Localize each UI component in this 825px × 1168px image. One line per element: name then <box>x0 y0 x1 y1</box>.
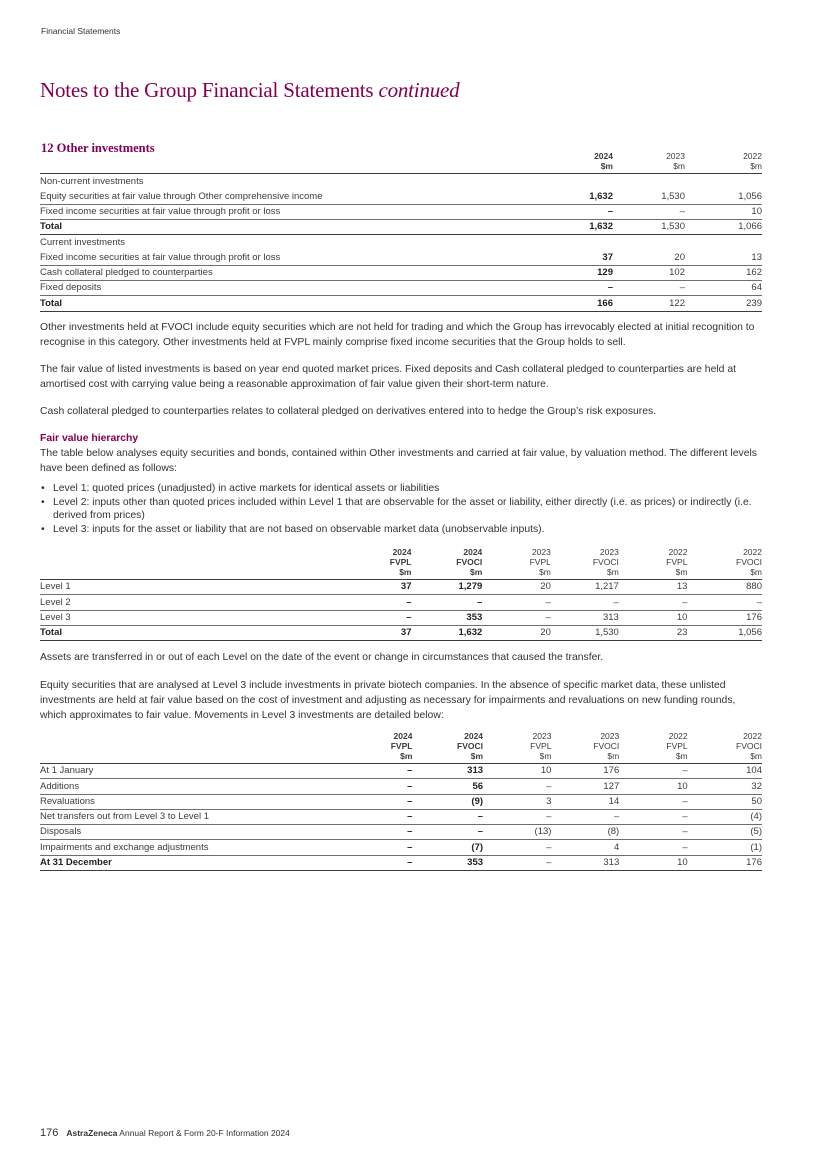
table-row <box>40 204 762 219</box>
list-item: • Level 3: inputs for the asset or liability that are not based on observable market data (unobservable inputs). <box>40 523 764 537</box>
row-label: Total <box>40 219 510 234</box>
cell-value: 56 <box>412 779 483 794</box>
cell-value: 176 <box>688 855 762 870</box>
cell-value: 104 <box>688 764 762 779</box>
cell-value: 64 <box>685 281 762 296</box>
col-2023-fvoci: 2023 FVOCI $m <box>551 731 619 764</box>
col-2022-fvoci: 2022 FVOCI $m <box>687 547 762 580</box>
col-2022-fvpl: 2022 FVPL $m <box>619 547 688 580</box>
col-2022-fvpl: 2022 FVPL $m <box>619 731 687 764</box>
cell-value: 313 <box>551 610 619 625</box>
cell-value: 37 <box>307 625 411 640</box>
cell-value: (13) <box>483 825 551 840</box>
col-2024-fvpl: 2024 FVPL $m <box>307 547 411 580</box>
cell-value: – <box>309 809 413 824</box>
cell-value: (4) <box>688 809 762 824</box>
cell-value: 1,066 <box>685 219 762 234</box>
cell-value: 176 <box>551 764 619 779</box>
paragraph-fair-value: The fair value of listed investments is based on year end quoted market prices. Fixed deposits and Cash collateral pledged to counterparties are held at amortised cost with carrying value being a reasonable approximation of fair value given their short-term nature. <box>40 364 736 390</box>
row-label: Additions <box>40 779 309 794</box>
row-label: At 1 January <box>40 764 309 779</box>
cell-value: 166 <box>510 296 613 311</box>
col-2022-fvoci: 2022 FVOCI $m <box>688 731 762 764</box>
table-header-row <box>40 151 762 174</box>
cell-value: 102 <box>613 265 685 280</box>
cell-value: – <box>510 204 613 219</box>
page-title <box>40 78 459 103</box>
row-label: Non-current investments <box>40 175 144 187</box>
cell-value: – <box>309 840 413 855</box>
cell-value: 10 <box>619 855 687 870</box>
level3-movements-table <box>40 731 762 871</box>
row-label: Total <box>40 625 307 640</box>
fair-value-hierarchy-body <box>40 580 762 641</box>
note-heading: 12 Other investments <box>41 141 155 155</box>
cell-value <box>685 174 762 189</box>
cell-value: 10 <box>685 204 762 219</box>
cell-value: 1,632 <box>510 219 613 234</box>
cell-value: 1,279 <box>412 580 483 595</box>
fair-value-hierarchy-heading: Fair value hierarchy <box>40 433 139 444</box>
group-heading-row <box>40 174 762 189</box>
table-row <box>40 794 762 809</box>
cell-value <box>613 235 685 250</box>
row-label: Fixed deposits <box>40 281 510 296</box>
cell-value: (7) <box>412 840 483 855</box>
cell-value: 353 <box>412 855 483 870</box>
cell-value: 1,530 <box>613 219 685 234</box>
cell-value: – <box>619 809 687 824</box>
table-row <box>40 580 762 595</box>
cell-value: 32 <box>688 779 762 794</box>
total-row <box>40 855 762 870</box>
row-label: At 31 December <box>40 855 309 870</box>
cell-value: 10 <box>483 764 551 779</box>
cell-value: 1,530 <box>551 625 619 640</box>
col-2024: 2024 $m <box>510 151 613 174</box>
cell-value: – <box>482 610 551 625</box>
paragraph-level3: Equity securities that are analysed at Level 3 include investments in private biotech companies. In the absence of specific market data, these unlisted investments are held at fair value based on the cost of investment and adjusting as necessary for impairments and revaluations on new funding rounds, which approximates to fair value. Movements in Level 3 investments are detailed below: <box>40 680 736 721</box>
cell-value: – <box>482 595 551 610</box>
col-2023: 2023 $m <box>613 151 685 174</box>
cell-value: 20 <box>482 580 551 595</box>
cell-value: 313 <box>412 764 483 779</box>
cell-value: 23 <box>619 625 688 640</box>
col-2023-fvpl: 2023 FVPL $m <box>482 547 551 580</box>
cell-value <box>510 174 613 189</box>
cell-value: (9) <box>412 794 483 809</box>
cell-value: 13 <box>685 250 762 265</box>
row-label: Revaluations <box>40 794 309 809</box>
cell-value: 176 <box>687 610 762 625</box>
col-2024-fvoci: 2024 FVOCI $m <box>412 731 483 764</box>
cell-value: 10 <box>619 610 688 625</box>
table-header-row <box>40 547 762 580</box>
running-header: Financial Statements <box>41 26 121 36</box>
row-label: Net transfers out from Level 3 to Level 1 <box>40 809 309 824</box>
cell-value: – <box>687 595 762 610</box>
cell-value: 37 <box>307 580 411 595</box>
list-item: • Level 2: inputs other than quoted prices included within Level 1 that are observable for the asset or liability, either directly (i.e. as prices) or indirectly (i.e. derived from prices) <box>40 496 764 523</box>
table-row <box>40 281 762 296</box>
row-label: Fixed income securities at fair value through profit or loss <box>40 250 510 265</box>
col-2024-fvpl: 2024 FVPL $m <box>309 731 413 764</box>
cell-value: – <box>309 779 413 794</box>
page-title-main: Notes to the Group Financial Statements <box>40 78 374 102</box>
cell-value: 1,632 <box>510 189 613 204</box>
cell-value: – <box>619 794 687 809</box>
cell-value: 162 <box>685 265 762 280</box>
cell-value: (1) <box>688 840 762 855</box>
cell-value: 1,056 <box>687 625 762 640</box>
row-label: Current investments <box>40 236 126 248</box>
cell-value: 10 <box>619 779 687 794</box>
cell-value: – <box>483 855 551 870</box>
cell-value: – <box>309 764 413 779</box>
level3-movements-body <box>40 764 762 871</box>
cell-value: – <box>613 204 685 219</box>
list-item: • Level 1: quoted prices (unadjusted) in active markets for identical assets or liabilities <box>40 482 764 496</box>
table-row <box>40 809 762 824</box>
cell-value <box>685 235 762 250</box>
cell-value: – <box>613 281 685 296</box>
cell-value: 4 <box>551 840 619 855</box>
paragraph-fvoci: Other investments held at FVOCI include equity securities which are not held for trading and which the Group has irrevocably elected at initial recognition to recognise in this category. Other investments held at FVPL mainly comprise fixed income securities that the Group holds to sell. <box>40 322 755 348</box>
page-number: 176 <box>40 1127 59 1139</box>
cell-value: 13 <box>619 580 688 595</box>
table-row <box>40 610 762 625</box>
cell-value: 50 <box>688 794 762 809</box>
page-footer <box>40 1127 290 1139</box>
cell-value: 129 <box>510 265 613 280</box>
cell-value: – <box>510 281 613 296</box>
table-row <box>40 595 762 610</box>
cell-value: – <box>483 809 551 824</box>
cell-value: – <box>619 825 687 840</box>
cell-value: – <box>551 595 619 610</box>
cell-value: – <box>307 610 411 625</box>
other-investments-table <box>40 151 762 312</box>
cell-value: – <box>483 779 551 794</box>
table-header-row <box>40 731 762 764</box>
row-label: Level 3 <box>40 610 307 625</box>
row-label: Level 1 <box>40 580 307 595</box>
table-row <box>40 265 762 280</box>
cell-value <box>613 174 685 189</box>
paragraph-transfers: Assets are transferred in or out of each Level on the date of the event or change in circumstances that caused the transfer. <box>40 652 604 663</box>
table-row <box>40 779 762 794</box>
cell-value: – <box>483 840 551 855</box>
col-2022: 2022 $m <box>685 151 762 174</box>
total-row <box>40 219 762 234</box>
row-label: Level 2 <box>40 595 307 610</box>
cell-value: (8) <box>551 825 619 840</box>
col-2023-fvoci: 2023 FVOCI $m <box>551 547 619 580</box>
row-label: Cash collateral pledged to counterparties <box>40 265 510 280</box>
col-2023-fvpl: 2023 FVPL $m <box>483 731 551 764</box>
page-title-continued: continued <box>378 78 460 102</box>
cell-value: 122 <box>613 296 685 311</box>
cell-value: 14 <box>551 794 619 809</box>
total-row <box>40 296 762 311</box>
cell-value: – <box>619 840 687 855</box>
levels-list <box>40 482 764 536</box>
cell-value: – <box>619 595 688 610</box>
paragraph-collateral: Cash collateral pledged to counterparties relates to collateral pledged on derivatives entered into to hedge the Group’s risk exposures. <box>40 406 657 417</box>
cell-value: – <box>309 825 413 840</box>
cell-value: 313 <box>551 855 619 870</box>
fair-value-hierarchy-table <box>40 547 762 641</box>
cell-value: 37 <box>510 250 613 265</box>
row-label: Impairments and exchange adjustments <box>40 840 309 855</box>
cell-value: 1,632 <box>412 625 483 640</box>
table-row <box>40 825 762 840</box>
footer-brand: AstraZeneca <box>66 1128 118 1138</box>
table-row <box>40 840 762 855</box>
footer-doc-title: Annual Report & Form 20-F Information 2024 <box>119 1128 290 1138</box>
row-label: Total <box>40 296 510 311</box>
cell-value: – <box>307 595 411 610</box>
paragraph-hierarchy-intro: The table below analyses equity securities and bonds, contained within Other investments and carried at fair value, by valuation method. The different levels have been defined as follows: <box>40 448 757 474</box>
col-2024-fvoci: 2024 FVOCI $m <box>412 547 483 580</box>
cell-value: – <box>309 794 413 809</box>
cell-value: 1,530 <box>613 189 685 204</box>
cell-value: 20 <box>482 625 551 640</box>
row-label: Fixed income securities at fair value through profit or loss <box>40 204 510 219</box>
cell-value: 127 <box>551 779 619 794</box>
cell-value: – <box>619 764 687 779</box>
cell-value: (5) <box>688 825 762 840</box>
group-heading-row <box>40 235 762 250</box>
cell-value: 3 <box>483 794 551 809</box>
cell-value: 20 <box>613 250 685 265</box>
cell-value: – <box>412 825 483 840</box>
cell-value: 1,056 <box>685 189 762 204</box>
total-row <box>40 625 762 640</box>
cell-value: – <box>412 595 483 610</box>
cell-value: 239 <box>685 296 762 311</box>
cell-value <box>510 235 613 250</box>
cell-value: – <box>309 855 413 870</box>
cell-value: 353 <box>412 610 483 625</box>
row-label: Equity securities at fair value through Other comprehensive income <box>40 189 510 204</box>
cell-value: – <box>551 809 619 824</box>
table-row <box>40 764 762 779</box>
table-row <box>40 189 762 204</box>
table-row <box>40 250 762 265</box>
other-investments-body <box>40 174 762 312</box>
cell-value: – <box>412 809 483 824</box>
cell-value: 880 <box>687 580 762 595</box>
row-label: Disposals <box>40 825 309 840</box>
cell-value: 1,217 <box>551 580 619 595</box>
